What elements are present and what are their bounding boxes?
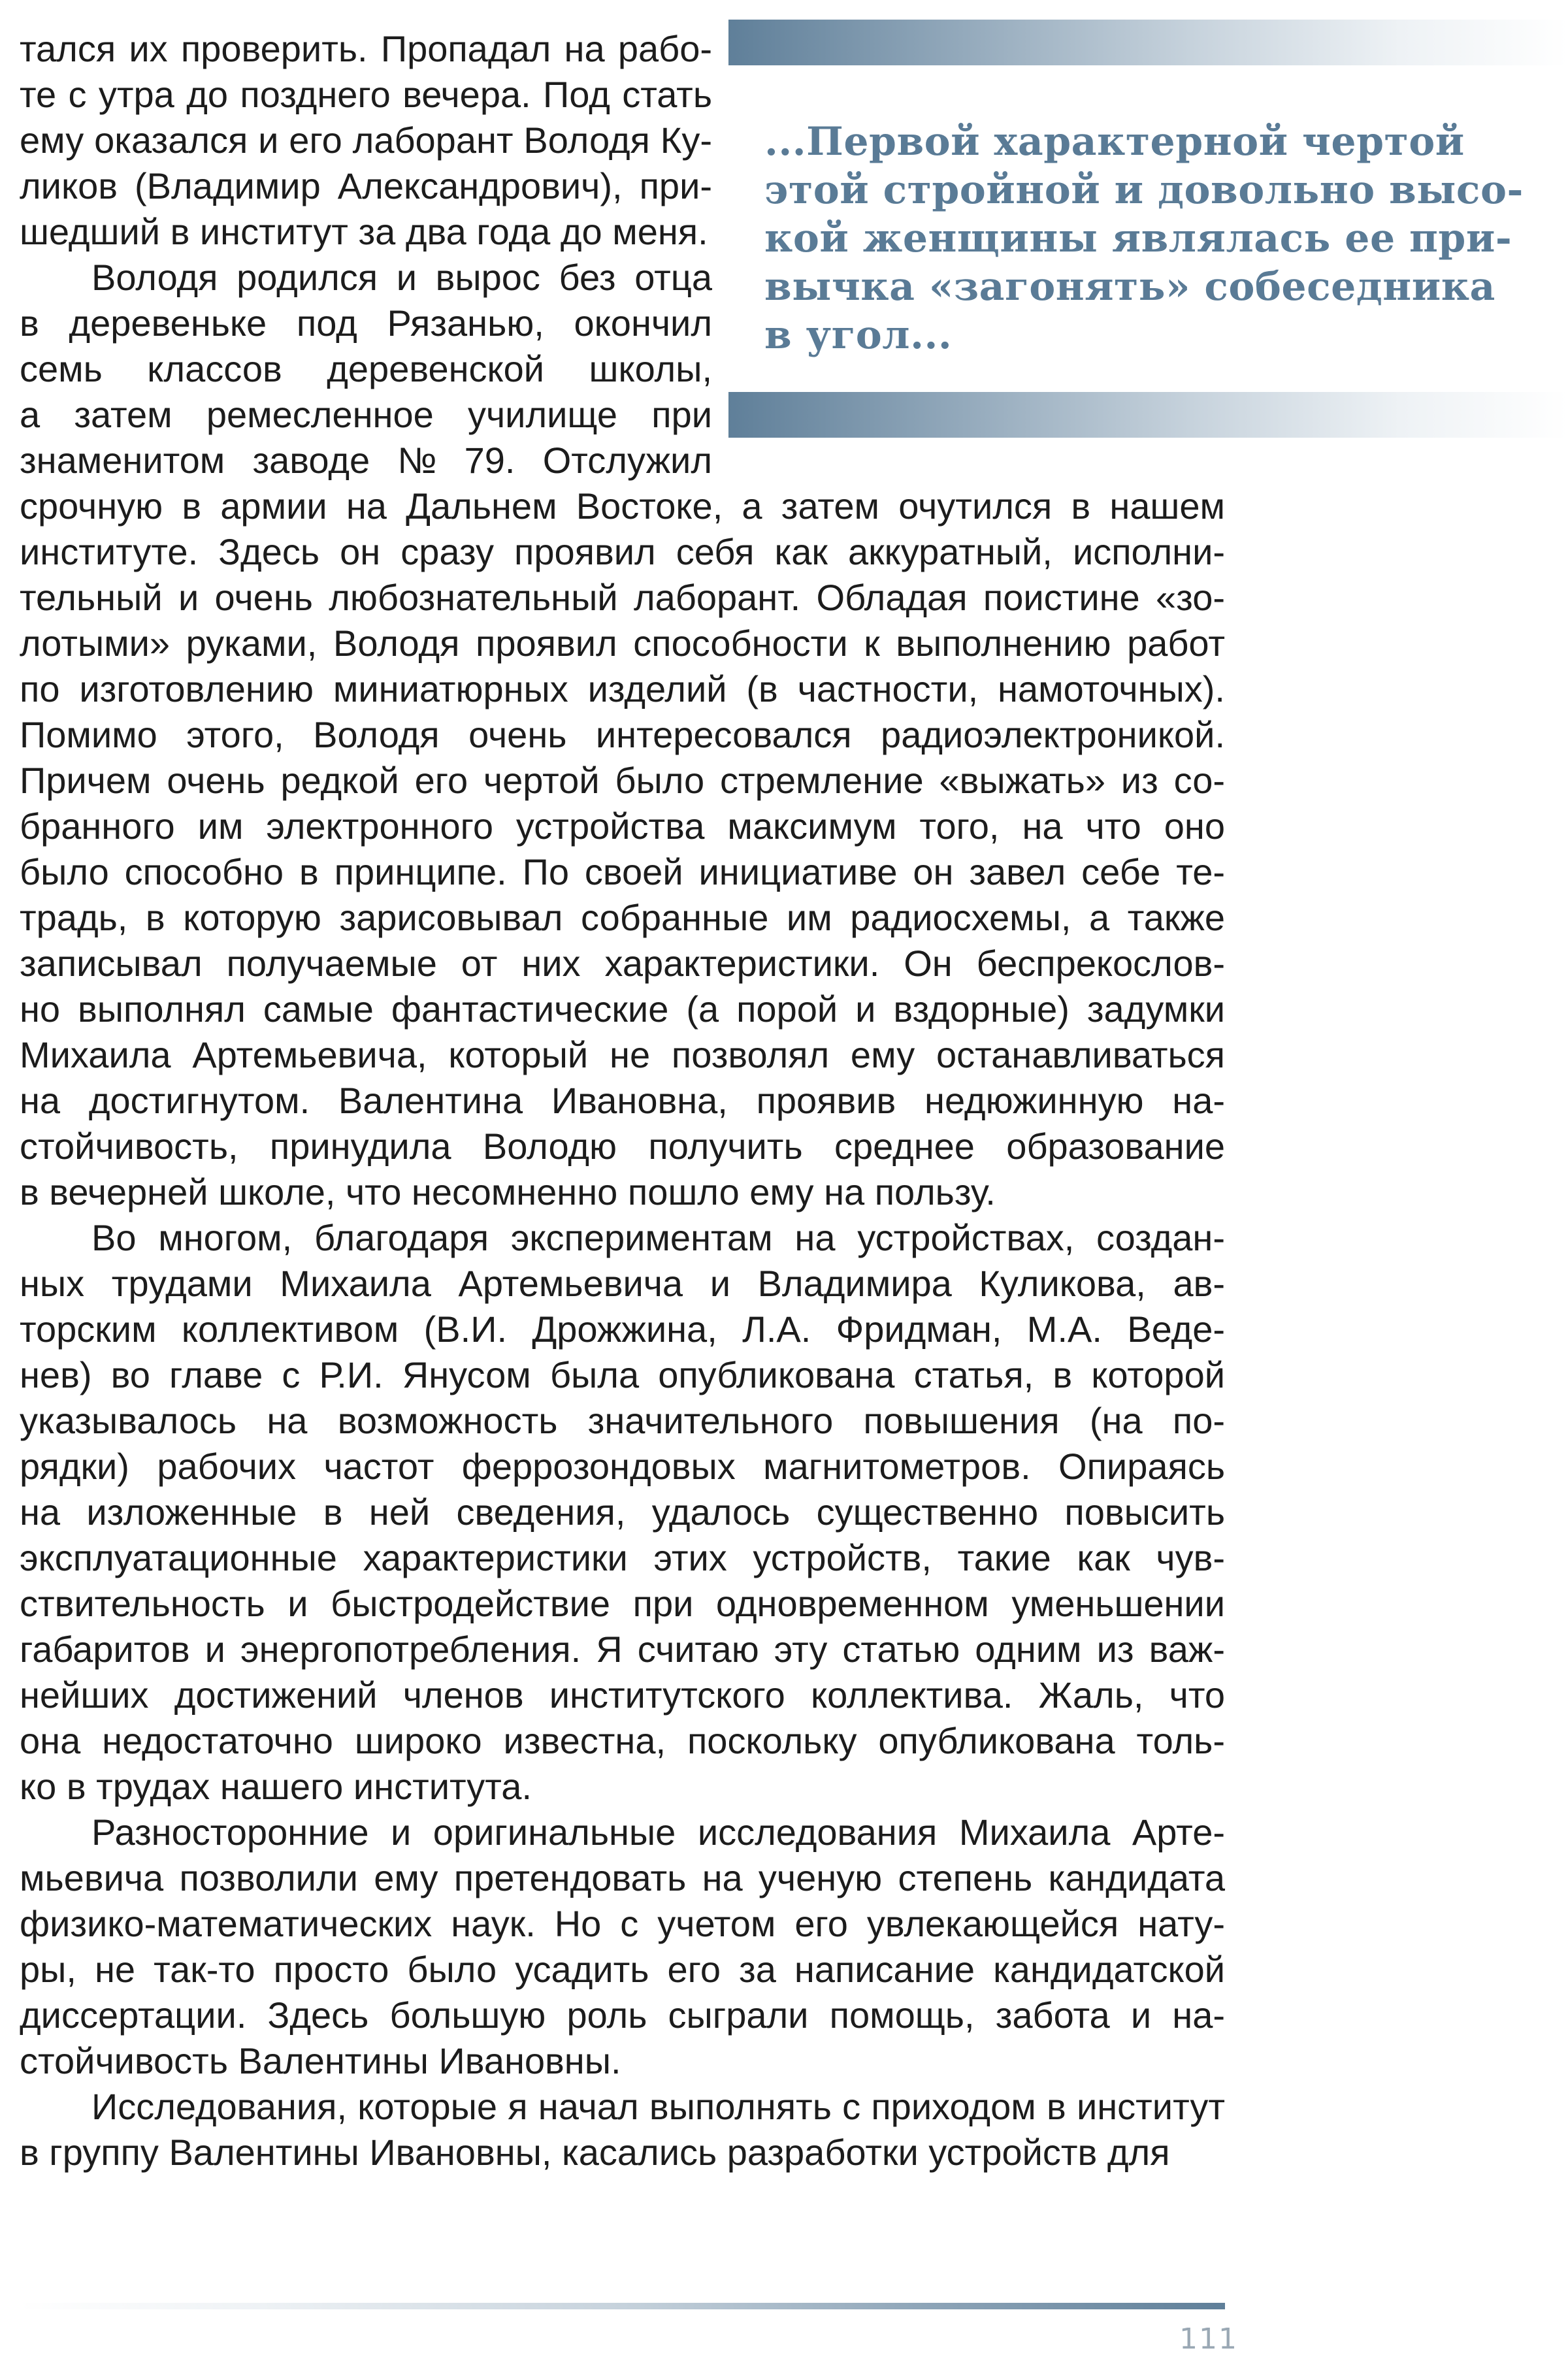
text-line: Во многом, благодаря экспериментам на устройствах, создан-: [91, 1217, 1225, 1258]
text-line: но выполнял самые фантастические (а порой и вздорные) задумки: [20, 988, 1225, 1030]
text-line: указывалось на возможность значительного повышения (на по-: [20, 1400, 1225, 1441]
text-line: ных трудами Михаила Артемьевича и Владимира Куликова, ав-: [20, 1263, 1225, 1304]
text-line: ко в трудах нашего института.: [20, 1766, 532, 1807]
text-line: на достигнутом. Валентина Ивановна, проявив недюжинную на-: [20, 1080, 1225, 1121]
text-line: ему оказался и его лаборант Володя Ку-: [20, 120, 712, 161]
text-line: диссертации. Здесь большую роль сыграли помощь, забота и на-: [20, 1994, 1225, 2036]
text-line: Помимо этого, Володя очень интересовался радиоэлектроникой.: [20, 714, 1225, 755]
text-line: нейших достижений членов институтского коллектива. Жаль, что: [20, 1674, 1225, 1716]
text-line: бранного им электронного устройства максимум того, на что оно: [20, 805, 1225, 847]
text-line: записывал получаемые от них характеристики. Он беспрекослов-: [20, 943, 1225, 984]
text-line: знаменитом заводе № 79. Отслужил: [20, 440, 712, 481]
text-line: тельный и очень любознательный лаборант. Обладая поистине «зо-: [20, 577, 1225, 618]
page-number: 111: [1179, 2322, 1238, 2356]
text-line: стойчивость, принудила Володю получить среднее образование: [20, 1126, 1225, 1167]
text-line: тался их проверить. Пропадал на рабо-: [20, 28, 712, 69]
text-line: ликов (Владимир Александрович), при-: [20, 165, 712, 206]
text-line: было способно в принципе. По своей инициативе он завел себе те-: [20, 851, 1225, 892]
text-line: институте. Здесь он сразу проявил себя как аккуратный, исполни-: [20, 531, 1225, 572]
pull-quote-line: этой стройной и довольно высо-: [764, 167, 1524, 213]
text-line: по изготовлению миниатюрных изделий (в частности, намоточных).: [20, 668, 1225, 709]
text-line: лотыми» руками, Володя проявил способности к выполнению работ: [20, 623, 1225, 664]
narrow-column: [20, 26, 712, 483]
text-line: те с утра до позднего вечера. Под стать: [20, 74, 712, 115]
text-line: габаритов и энергопотребления. Я считаю эту статью одним из важ-: [20, 1629, 1225, 1670]
text-line: на изложенные в ней сведения, удалось существенно повысить: [20, 1491, 1225, 1533]
text-line: нев) во главе с Р.И. Янусом была опубликована статья, в которой: [20, 1354, 1225, 1395]
text-line: ры, не так-то просто было усадить его за написание кандидатской: [20, 1949, 1225, 1990]
pull-quote-line: в угол...: [764, 312, 953, 358]
text-line: в вечерней школе, что несомненно пошло ему на пользу.: [20, 1171, 996, 1212]
text-line: Михаила Артемьевича, который не позволял ему останавливаться: [20, 1034, 1225, 1075]
pull-quote-line: ...Первой характерной чертой: [764, 119, 1465, 165]
text-line: традь, в которую зарисовывал собранные им радиосхемы, а также: [20, 897, 1225, 938]
text-line: семь классов деревенской школы,: [20, 348, 712, 389]
text-line: срочную в армии на Дальнем Востоке, а затем очутился в нашем: [20, 485, 1225, 527]
article-body: [20, 26, 1225, 2175]
text-line: Володя родился и вырос без отца: [91, 257, 712, 298]
footer-rule: [20, 2303, 1225, 2309]
text-line: мьевича позволили ему претендовать на ученую степень кандидата: [20, 1857, 1225, 1898]
text-line: стойчивость Валентины Ивановны.: [20, 2040, 621, 2081]
text-line: эксплуатационные характеристики этих устройств, такие как чув-: [20, 1537, 1225, 1578]
wide-column: [20, 483, 1225, 2175]
text-line: она недостаточно широко известна, поскольку опубликована толь-: [20, 1720, 1225, 1761]
text-line: в группу Валентины Ивановны, касались разработки устройств для: [20, 2132, 1170, 2173]
text-line: Разносторонние и оригинальные исследования Михаила Арте-: [91, 1812, 1225, 1853]
pull-quote-line: кой женщины являлась ее при-: [764, 216, 1512, 261]
text-line: шедший в институт за два года до меня.: [20, 211, 708, 252]
text-line: торским коллективом (В.И. Дрожжина, Л.А. Фридман, М.А. Веде-: [20, 1309, 1225, 1350]
text-line: ствительность и быстродействие при одновременном уменьшении: [20, 1583, 1225, 1624]
text-line: а затем ремесленное училище при: [20, 394, 712, 435]
text-line: физико-математических наук. Но с учетом его увлекающейся нату-: [20, 1903, 1225, 1944]
pull-quote-line: вычка «загонять» собеседника: [764, 264, 1495, 310]
text-line: рядки) рабочих частот феррозондовых магнитометров. Опираясь: [20, 1446, 1225, 1487]
text-line: Исследования, которые я начал выполнять с приходом в институт: [91, 2086, 1225, 2127]
text-line: Причем очень редкой его чертой было стремление «выжать» из со-: [20, 760, 1225, 801]
text-line: в деревеньке под Рязанью, окончил: [20, 302, 712, 344]
